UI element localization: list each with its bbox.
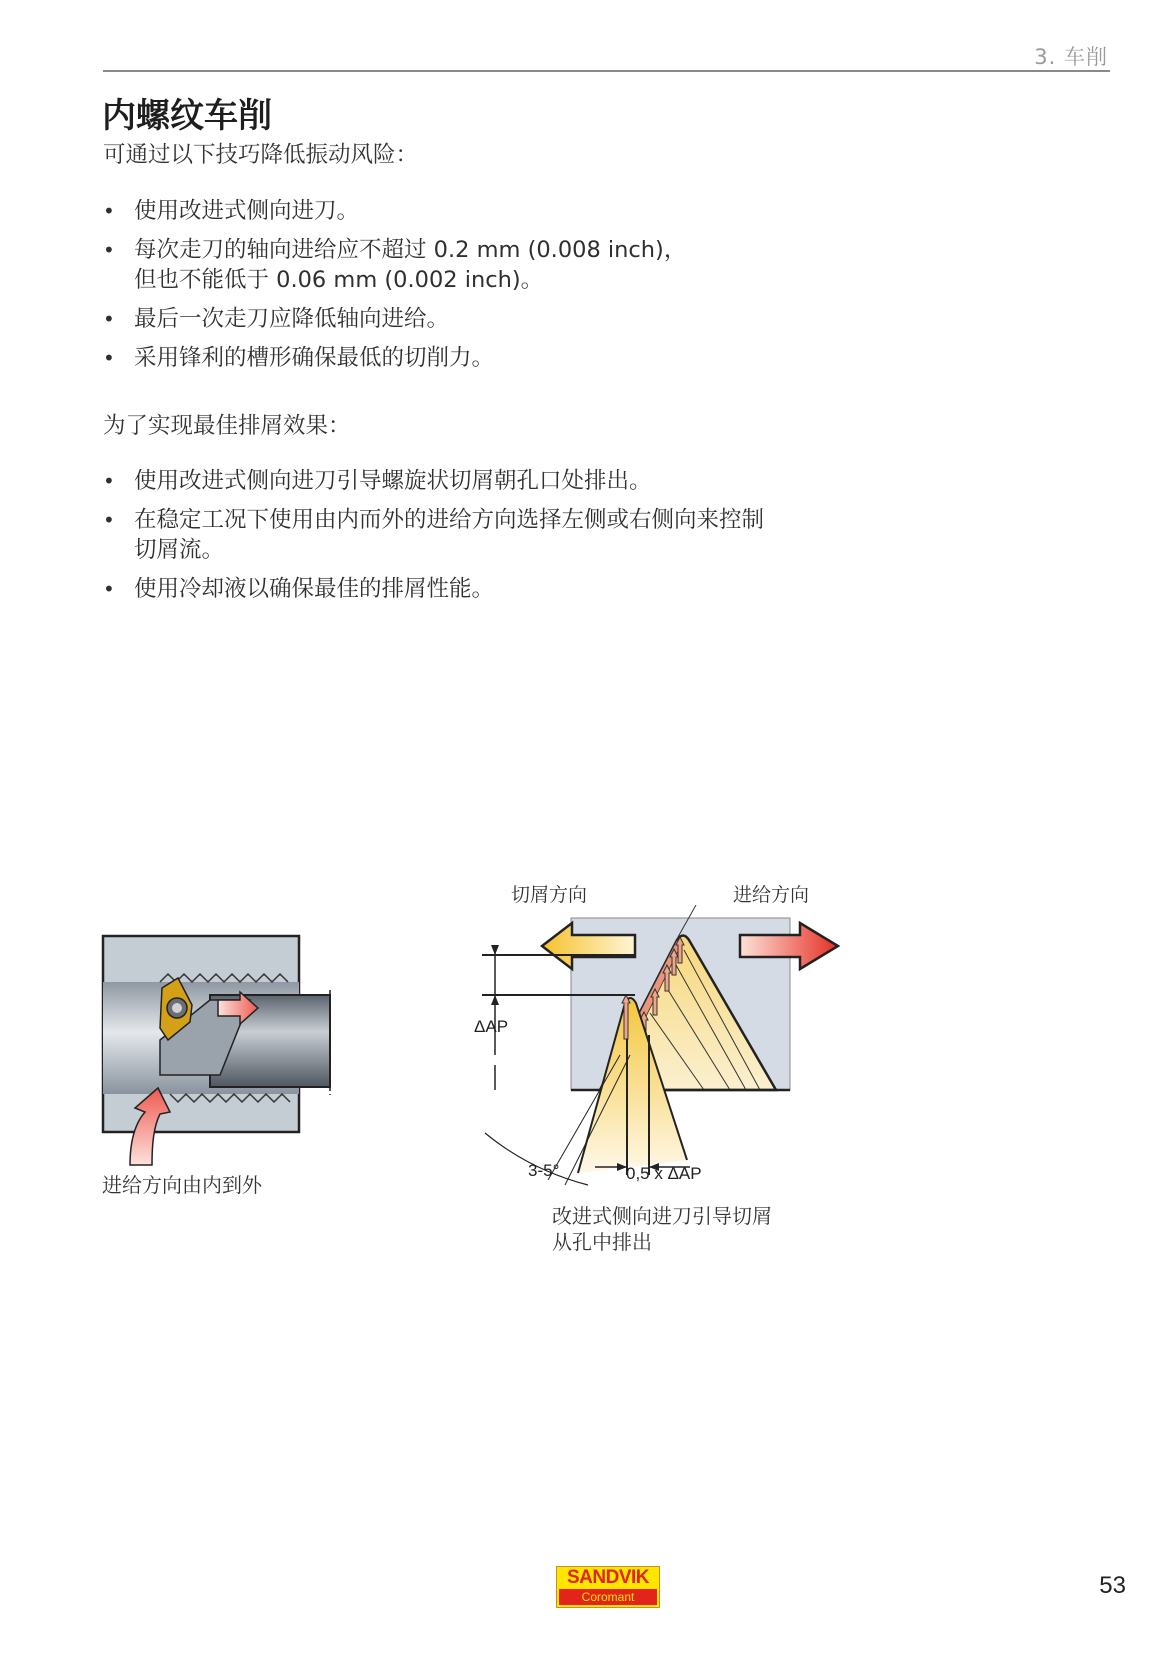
header-divider (103, 70, 1110, 72)
list-item: • 每次走刀的轴向进给应不超过 0.2 mm (0.008 inch)， 但也不能低于 0.06 mm (0.002 inch)。 (103, 237, 687, 293)
intro-text: 可通过以下技巧降低振动风险： (103, 142, 419, 168)
bullet-icon: • (103, 238, 115, 262)
chip-tips-list (103, 466, 863, 613)
section-label: 3. 车削 (1034, 45, 1108, 69)
bullet-icon: • (103, 199, 115, 223)
list-item: • 使用改进式侧向进刀引导螺旋状切屑朝孔口处排出。 (103, 468, 652, 494)
vibration-tips-list (103, 196, 823, 382)
sandvik-coromant-logo: SANDVIK Coromant (556, 1566, 660, 1608)
bullet-icon: • (103, 577, 115, 601)
page-number: 53 (1099, 1572, 1126, 1599)
bullet-icon: • (103, 346, 115, 370)
offset-label: 0,5 x ΔAP (626, 1164, 702, 1183)
right-figure-caption: 改进式侧向进刀引导切屑 从孔中排出 (552, 1204, 772, 1254)
bullet-icon: • (103, 508, 115, 532)
delta-ap-label: ΔAP (474, 1017, 509, 1036)
bullet-icon: • (103, 307, 115, 331)
bullet-icon: • (103, 469, 115, 493)
list-item: • 采用锋利的槽形确保最低的切削力。 (103, 345, 495, 371)
feed-direction-label: 进给方向 (733, 884, 810, 906)
chip-direction-label: 切屑方向 (511, 884, 588, 906)
list-item: • 使用冷却液以确保最佳的排屑性能。 (103, 576, 495, 602)
internal-threading-illustration (100, 930, 335, 1170)
page-title: 内螺纹车削 (102, 96, 272, 136)
list-item: • 使用改进式侧向进刀。 (103, 198, 360, 224)
flank-infeed-diagram (470, 905, 850, 1195)
angle-label: 3-5° (528, 1161, 560, 1180)
list-item: • 在稳定工况下使用由内而外的进给方向选择左侧或右侧向来控制 切屑流。 (103, 507, 765, 563)
left-figure-caption: 进给方向由内到外 (102, 1173, 262, 1197)
list-item: • 最后一次走刀应降低轴向进给。 (103, 306, 450, 332)
chip-evacuation-intro: 为了实现最佳排屑效果： (103, 413, 351, 439)
